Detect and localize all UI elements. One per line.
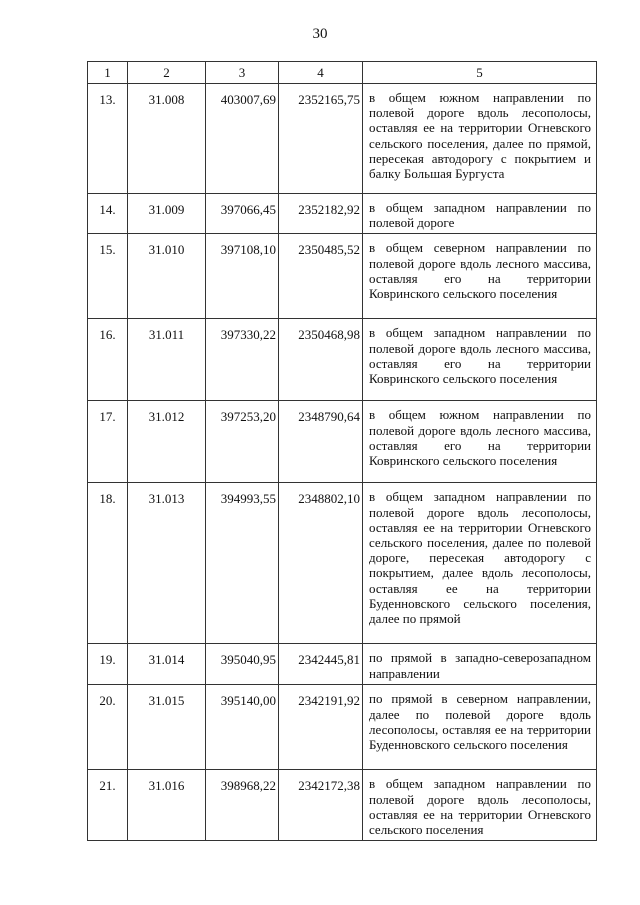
- boundary-table: [87, 61, 597, 841]
- coord-x: 395040,95: [206, 644, 279, 685]
- table-row: [88, 319, 597, 401]
- point-id: 31.008: [128, 84, 206, 194]
- header-col-4: 4: [279, 62, 363, 84]
- coord-y: 2352182,92: [279, 194, 363, 234]
- point-id: 31.016: [128, 770, 206, 841]
- segment-description: в общем западном направлении по полевой дороге вдоль лесополосы, оставляя ее на территории Огневского сельского поселения: [363, 770, 597, 841]
- point-id: 31.013: [128, 483, 206, 644]
- row-number: 14.: [88, 194, 128, 234]
- coord-y: 2352165,75: [279, 84, 363, 194]
- coord-x: 398968,22: [206, 770, 279, 841]
- row-number: 17.: [88, 401, 128, 483]
- table-row: [88, 234, 597, 319]
- table-row: [88, 685, 597, 770]
- row-number: 19.: [88, 644, 128, 685]
- coord-x: 397066,45: [206, 194, 279, 234]
- segment-description: в общем западном направлении по полевой дороге вдоль лесного массива, оставляя его на территории Ковринского сельского поселения: [363, 319, 597, 401]
- table-row: [88, 483, 597, 644]
- table-row: [88, 770, 597, 841]
- segment-description: в общем южном направлении по полевой дороге вдоль лесного массива, оставляя его на территории Ковринского сельского поселения: [363, 401, 597, 483]
- table-row: [88, 194, 597, 234]
- page-number: 30: [312, 26, 328, 42]
- segment-description: по прямой в западно-северозападном направлении: [363, 644, 597, 685]
- segment-description: в общем западном направлении по полевой дороге: [363, 194, 597, 234]
- coord-y: 2348802,10: [279, 483, 363, 644]
- coord-x: 395140,00: [206, 685, 279, 770]
- table-row: [88, 644, 597, 685]
- point-id: 31.014: [128, 644, 206, 685]
- header-col-3: 3: [206, 62, 279, 84]
- table-body: [88, 84, 597, 841]
- row-number: 15.: [88, 234, 128, 319]
- segment-description: в общем северном направлении по полевой дороге вдоль лесного массива, оставляя его на территории Ковринского сельского поселения: [363, 234, 597, 319]
- coord-x: 397108,10: [206, 234, 279, 319]
- point-id: 31.009: [128, 194, 206, 234]
- coord-x: 397330,22: [206, 319, 279, 401]
- table-row: [88, 401, 597, 483]
- coord-y: 2350485,52: [279, 234, 363, 319]
- header-col-5: 5: [363, 62, 597, 84]
- point-id: 31.012: [128, 401, 206, 483]
- row-number: 13.: [88, 84, 128, 194]
- coord-y: 2350468,98: [279, 319, 363, 401]
- coord-x: 394993,55: [206, 483, 279, 644]
- coord-x: 403007,69: [206, 84, 279, 194]
- coord-y: 2342172,38: [279, 770, 363, 841]
- table-row: [88, 84, 597, 194]
- row-number: 21.: [88, 770, 128, 841]
- segment-description: по прямой в северном направлении, далее по полевой дороге вдоль лесополосы, оставляя ее на территории Буденновского сельского поселения: [363, 685, 597, 770]
- table-header: [88, 62, 597, 84]
- row-number: 20.: [88, 685, 128, 770]
- header-col-1: 1: [88, 62, 128, 84]
- segment-description: в общем западном направлении по полевой дороге вдоль лесополосы, оставляя ее на территории Огневского сельского поселения, далее по полевой дороге, пересекая автодорогу с покрытием, далее вдоль лесополосы, оставляя ее на территории Буденновского сельского поселения, далее по прямой: [363, 483, 597, 644]
- coord-y: 2348790,64: [279, 401, 363, 483]
- coord-x: 397253,20: [206, 401, 279, 483]
- point-id: 31.015: [128, 685, 206, 770]
- segment-description: в общем южном направлении по полевой дороге вдоль лесополосы, оставляя ее на территории Огневского сельского поселения, далее по прямой, пересекая автодорогу с покрытием и балку Большая Бургуста: [363, 84, 597, 194]
- header-row: [88, 62, 597, 84]
- coord-y: 2342191,92: [279, 685, 363, 770]
- row-number: 18.: [88, 483, 128, 644]
- row-number: 16.: [88, 319, 128, 401]
- header-col-2: 2: [128, 62, 206, 84]
- point-id: 31.011: [128, 319, 206, 401]
- point-id: 31.010: [128, 234, 206, 319]
- coord-y: 2342445,81: [279, 644, 363, 685]
